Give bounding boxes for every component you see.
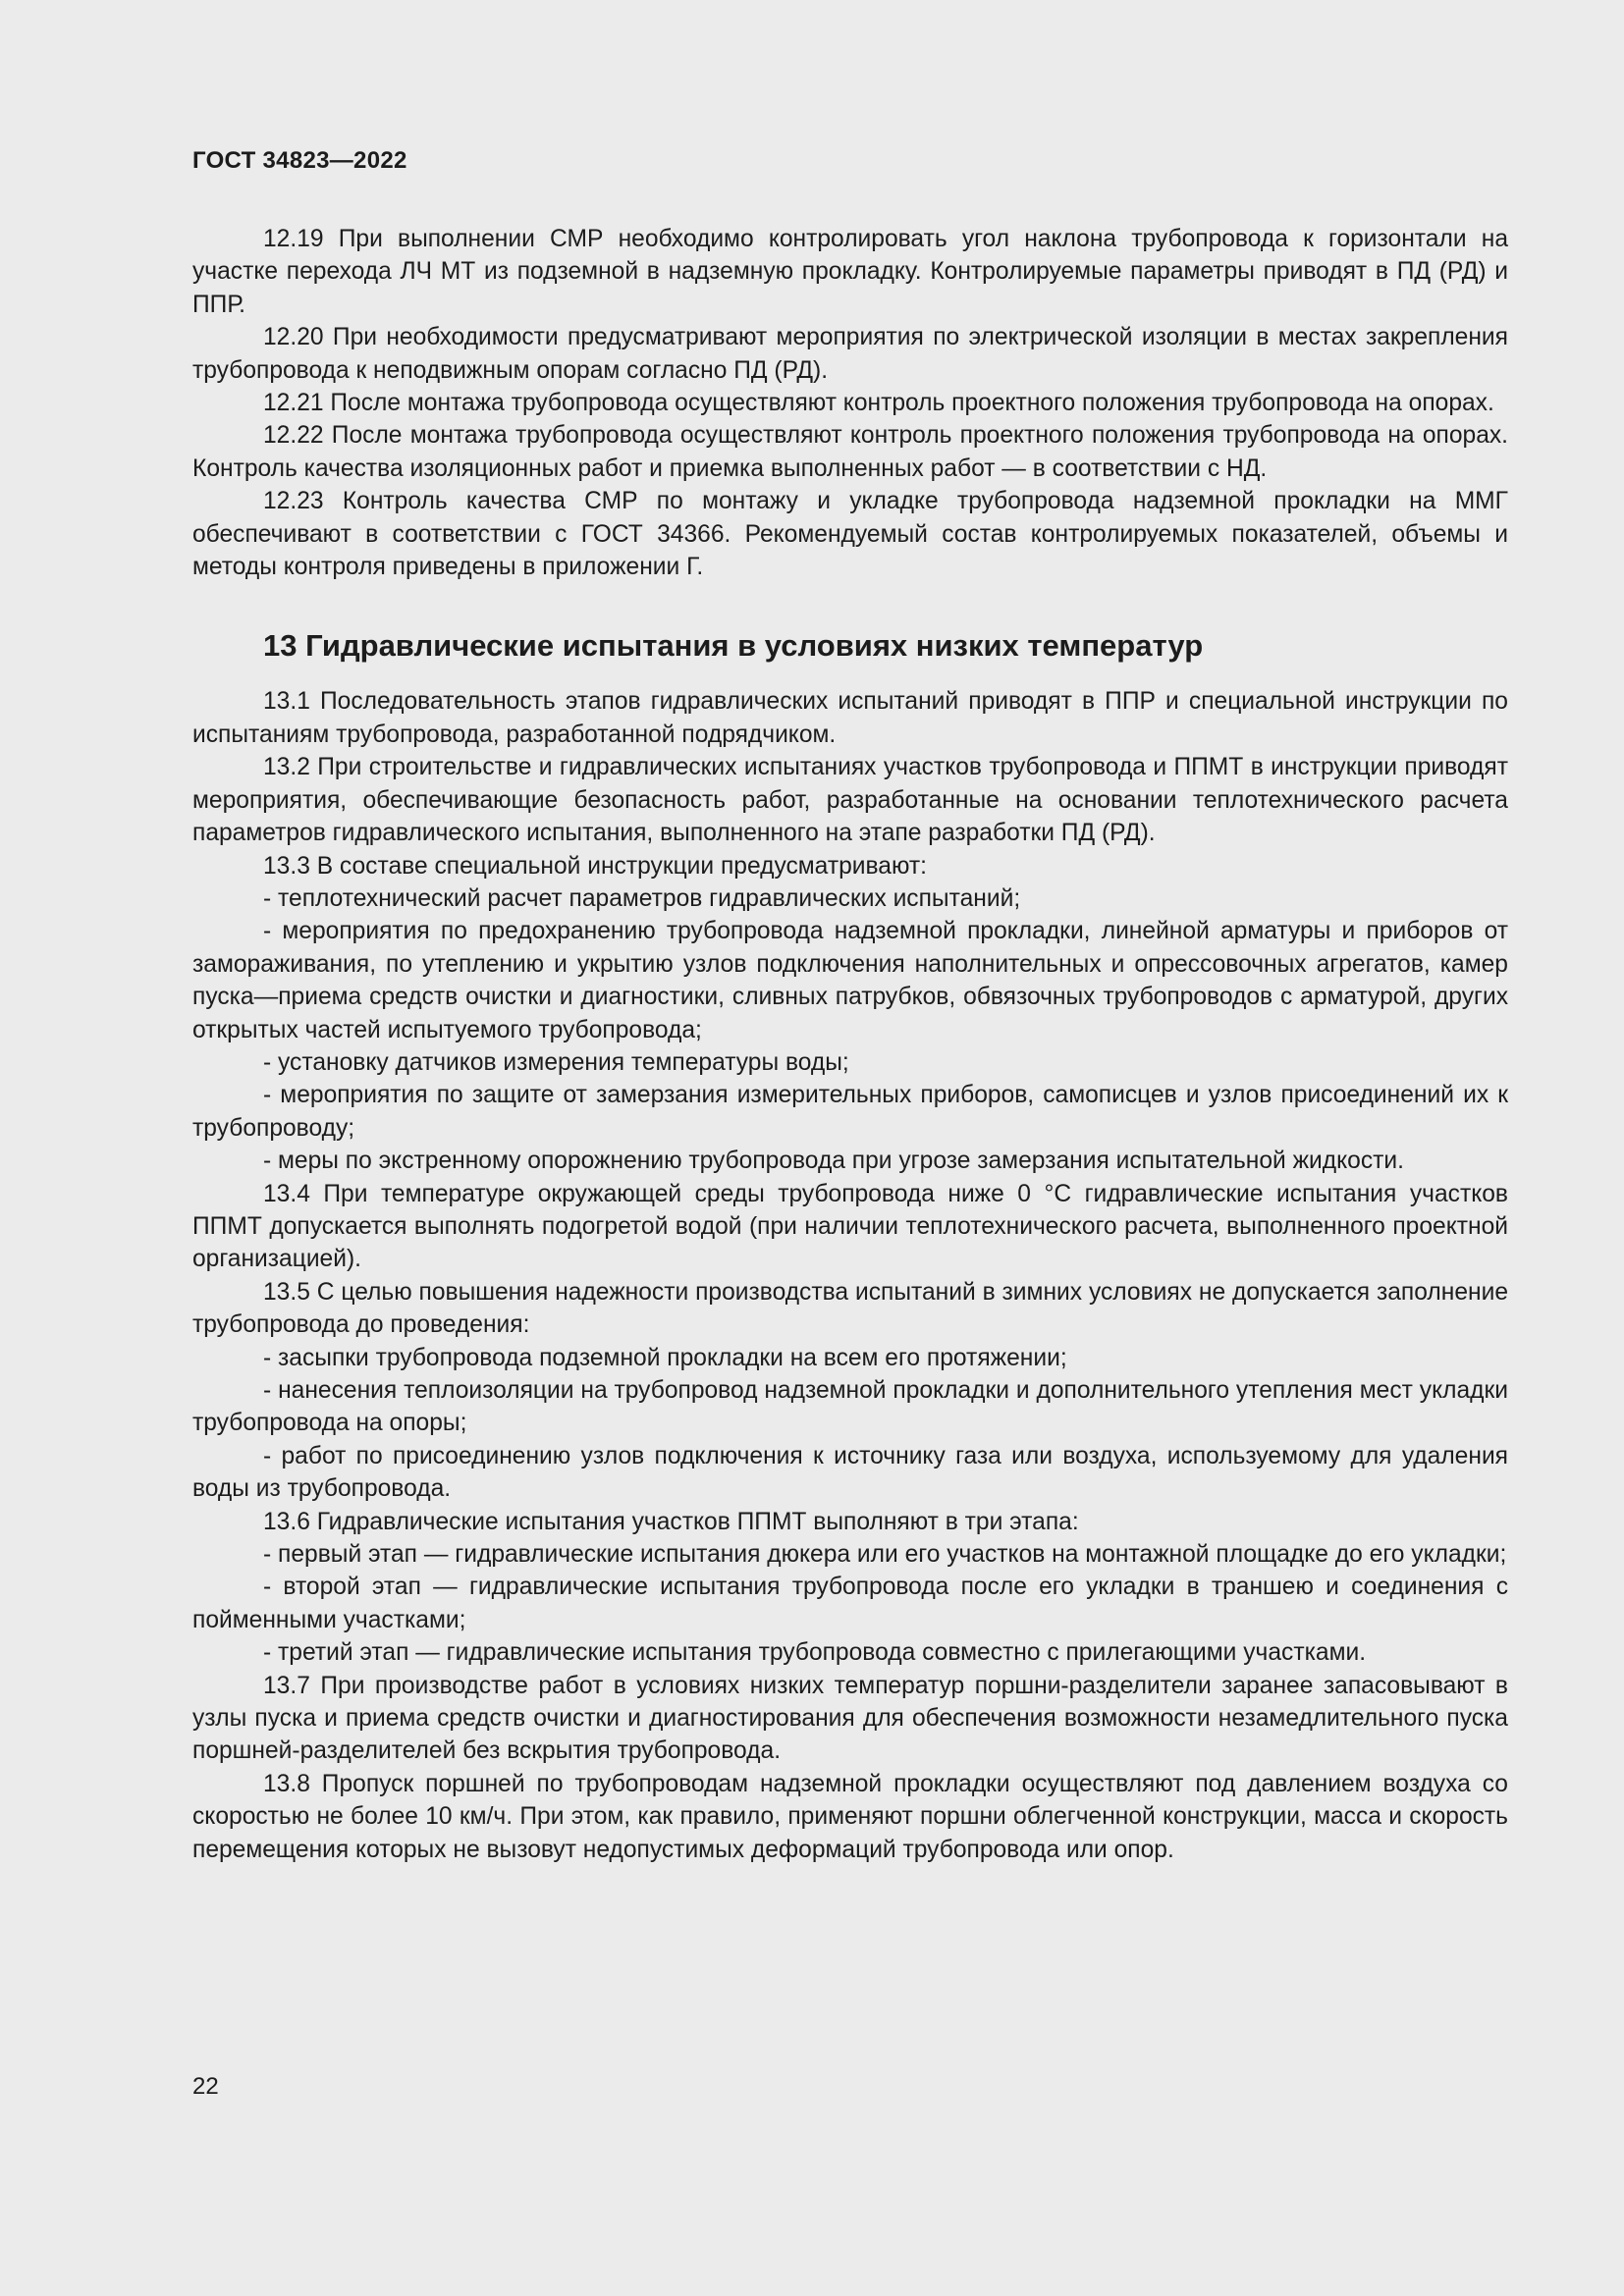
list-item-13-5-b: - нанесения теплоизоляции на трубопровод надземной прокладки и дополнительного утепления мест укладки трубопровода на опоры; [192, 1377, 1508, 1437]
paragraph-12-21: 12.21 После монтажа трубопровода осуществляют контроль проектного положения трубопровода на опорах. [263, 390, 1494, 417]
paragraph-12-20: 12.20 При необходимости предусматривают мероприятия по электрической изоляции в местах закрепления трубопровода к неподвижным опорам согласно ПД (РД). [192, 324, 1508, 384]
list-item-13-5-c: - работ по присоединению узлов подключения к источнику газа или воздуха, используемому для удаления воды из трубопровода. [192, 1442, 1508, 1503]
list-item-13-6-c: - третий этап — гидравлические испытания трубопровода совместно с прилегающими участками. [263, 1639, 1367, 1667]
list-item-13-3-b: - мероприятия по предохранению трубопровода надземной прокладки, линейной арматуры и приборов от замораживания, по утеплению и укрытию узлов подключения наполнительных и опрессовочных агрегатов, камер пуска—приема средств очистки и диагностики, сливных патрубков, обвязочных трубопроводов с арматурой, других открытых частей испытуемого трубопровода; [192, 918, 1508, 1043]
paragraph-12-22: 12.22 После монтажа трубопровода осуществляют контроль проектного положения трубопровода на опорах. Контроль качества изоляционных работ и приемка выполненных работ — в соответствии с НД. [192, 422, 1508, 482]
paragraph-13-3: 13.3 В составе специальной инструкции предусматривают: [263, 852, 927, 880]
paragraph-13-5: 13.5 С целью повышения надежности производства испытаний в зимних условиях не допускается заполнение трубопровода до проведения: [192, 1278, 1508, 1339]
page-number: 22 [192, 2073, 219, 2100]
document-header: ГОСТ 34823—2022 [192, 147, 407, 174]
document-body [192, 223, 1508, 1866]
list-item-13-3-d: - мероприятия по защите от замерзания измерительных приборов, самописцев и узлов присоединений их к трубопроводу; [192, 1082, 1508, 1142]
list-item-13-3-a: - теплотехнический расчет параметров гидравлических испытаний; [263, 884, 1021, 912]
paragraph-13-6: 13.6 Гидравлические испытания участков ППМТ выполняют в три этапа: [263, 1508, 1079, 1535]
list-item-13-6-a: - первый этап — гидравлические испытания дюкера или его участков на монтажной площадке до его укладки; [263, 1541, 1507, 1569]
list-item-13-3-e: - меры по экстренному опорожнению трубопровода при угрозе замерзания испытательной жидкости. [263, 1148, 1404, 1175]
paragraph-12-19: 12.19 При выполнении СМР необходимо контролировать угол наклона трубопровода к горизонтали на участке перехода ЛЧ МТ из подземной в надземную прокладку. Контролируемые параметры приводят в ПД (РД) и ППР. [192, 226, 1508, 318]
paragraph-13-7: 13.7 При производстве работ в условиях низких температур поршни-разделители заранее запасовывают в узлы пуска и приема средств очистки и диагностирования для обеспечения возможности незамедлительного пуска поршней-разделителей без вскрытия трубопровода. [192, 1672, 1508, 1765]
list-item-13-6-b: - второй этап — гидравлические испытания трубопровода после его укладки в траншею и соединения с пойменными участками; [192, 1574, 1508, 1633]
paragraph-13-1: 13.1 Последовательность этапов гидравлических испытаний приводят в ППР и специальной инструкции по испытаниям трубопровода, разработанной подрядчиком. [192, 688, 1508, 748]
paragraph-13-2: 13.2 При строительстве и гидравлических испытаниях участков трубопровода и ППМТ в инструкции приводят мероприятия, обеспечивающие безопасность работ, разработанные на основании теплотехнического расчета параметров гидравлического испытания, выполненного на этапе разработки ПД (РД). [192, 754, 1508, 847]
list-item-13-3-c: - установку датчиков измерения температуры воды; [263, 1048, 849, 1076]
paragraph-13-8: 13.8 Пропуск поршней по трубопроводам надземной прокладки осуществляют под давлением воздуха со скоростью не более 10 км/ч. При этом, как правило, применяют поршни облегченной конструкции, масса и скорость перемещения которых не вызовут недопустимых деформаций трубопровода или опор. [192, 1770, 1508, 1863]
section-13-title: 13 Гидравлические испытания в условиях низких температур [263, 628, 1204, 664]
paragraph-13-4: 13.4 При температуре окружающей среды трубопровода ниже 0 °С гидравлические испытания участков ППМТ допускается выполнять подогретой водой (при наличии теплотехнического расчета, выполненного проектной организацией). [192, 1180, 1508, 1273]
paragraph-12-23: 12.23 Контроль качества СМР по монтажу и укладке трубопровода надземной прокладки на ММГ обеспечивают в соответствии с ГОСТ 34366. Рекомендуемый состав контролируемых показателей, объемы и методы контроля приведены в приложении Г. [192, 488, 1508, 581]
list-item-13-5-a: - засыпки трубопровода подземной прокладки на всем его протяжении; [263, 1344, 1067, 1371]
